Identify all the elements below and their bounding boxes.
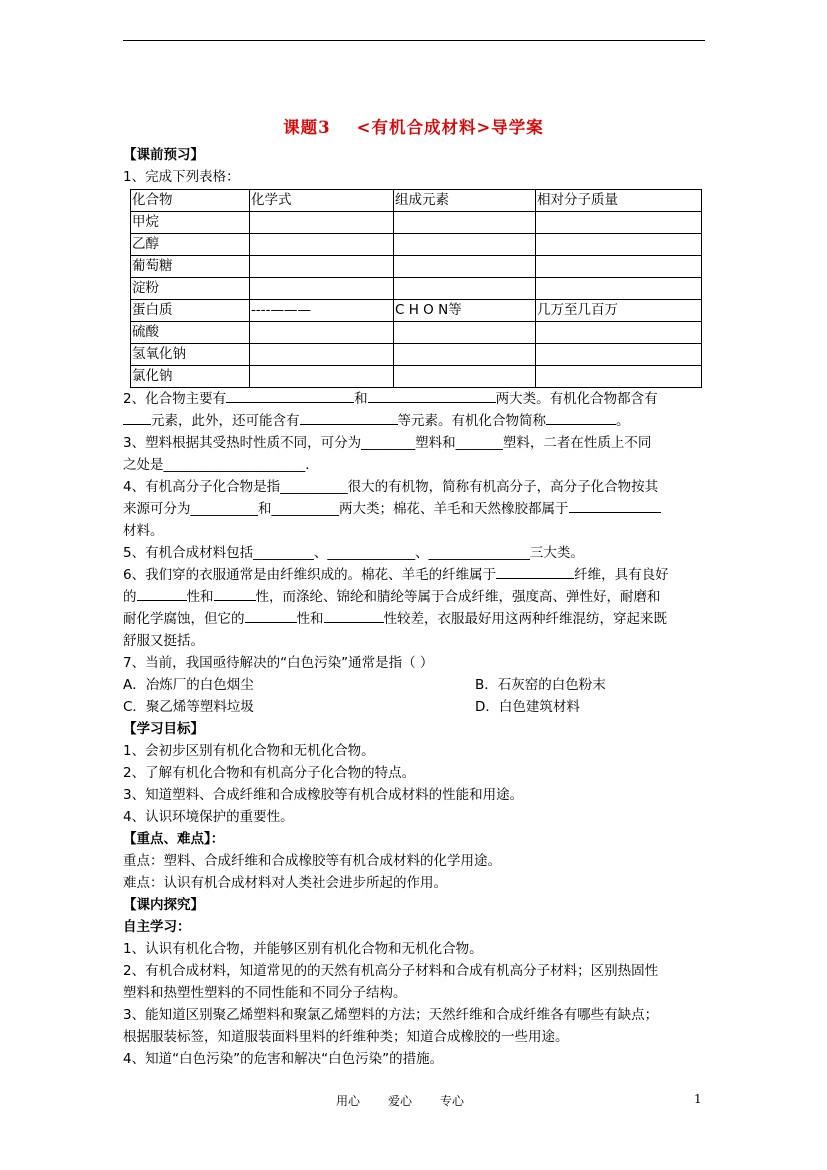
table-cell (250, 256, 394, 278)
question-6-line-4: 舒服又挺括。 (123, 633, 204, 649)
table-row (131, 322, 702, 344)
table-cell (250, 212, 394, 234)
table-cell: 氯化钠 (131, 366, 250, 388)
table-cell: ----——— (250, 300, 394, 322)
table-row (131, 278, 702, 300)
text: 性较差，衣服最好用这两种纤维混纺，穿起来既 (383, 611, 667, 627)
answer-blank[interactable] (300, 410, 398, 425)
answer-blank[interactable] (368, 388, 496, 403)
text: 等元素。有机化合物简称 (397, 413, 546, 429)
page-number: 1 (694, 1092, 702, 1106)
question-2-line-1 (123, 388, 709, 410)
answer-blank[interactable] (137, 586, 187, 601)
footer-word: 专心 (440, 1094, 465, 1108)
header-rule (123, 40, 705, 41)
table-cell (536, 322, 702, 344)
question-6-line-3 (123, 608, 709, 630)
section-explore-heading: 【课内探究】 (123, 897, 204, 913)
answer-blank[interactable] (546, 410, 616, 425)
footer-motto (336, 1092, 492, 1109)
text: 性，而涤纶、锦纶和腈纶等属于合成纤维，强度高、弹性好，耐磨和 (255, 589, 661, 605)
section-goals-heading: 【学习目标】 (123, 721, 204, 737)
table-header-cell: 化学式 (250, 190, 394, 212)
footer-word: 用心 (336, 1094, 361, 1108)
study-item: 4、知道“白色污染”的危害和解决“白色污染”的措施。 (123, 1051, 444, 1067)
table-cell: 葡萄糖 (131, 256, 250, 278)
answer-blank[interactable] (569, 498, 661, 513)
table-cell (394, 256, 536, 278)
table-cell: 氢氧化钠 (131, 344, 250, 366)
self-study-heading: 自主学习： (123, 919, 191, 935)
table-header-cell: 相对分子质量 (536, 190, 702, 212)
difficult-point: 难点：认识有机合成材料对人类社会进步所起的作用。 (123, 875, 447, 891)
table-cell (250, 234, 394, 256)
goal-item: 4、认识环境保护的重要性。 (123, 809, 294, 825)
text: 性和 (296, 611, 324, 627)
goal-item: 3、知道塑料、合成纤维和合成橡胶等有机合成材料的性能和用途。 (123, 787, 524, 803)
table-header-cell: 组成元素 (394, 190, 536, 212)
answer-blank[interactable] (123, 410, 151, 425)
text: 性和 (186, 589, 214, 605)
table-cell: 淀粉 (131, 278, 250, 300)
text: 两大类。有机化合物都含有 (495, 391, 658, 407)
question-6-line-1 (123, 564, 709, 586)
table-cell: C H O N等 (394, 300, 536, 322)
study-item: 2、有机合成材料，知道常见的的天然有机高分子材料和合成有机高分子材料；区别热固性 (123, 963, 659, 979)
option-d[interactable]: D．白色建筑材料 (475, 699, 580, 715)
answer-blank[interactable] (324, 608, 384, 623)
table-cell (536, 212, 702, 234)
key-point: 重点：塑料、合成纤维和合成橡胶等有机合成材料的化学用途。 (123, 853, 501, 869)
text: 来源可分为__________和__________两大类；棉花、羊毛和天然橡胶都属于 (123, 501, 569, 517)
option-b[interactable]: B．石灰窑的白色粉末 (475, 677, 606, 693)
table-cell (536, 234, 702, 256)
compound-table (130, 189, 702, 388)
table-header-row (131, 190, 702, 212)
text: 6、我们穿的衣服通常是由纤维织成的。棉花、羊毛的纤维属于 (123, 567, 497, 583)
table-cell (250, 366, 394, 388)
document-title (0, 114, 827, 138)
question-6-line-2 (123, 586, 709, 608)
table-cell (394, 212, 536, 234)
table-row (131, 234, 702, 256)
table-cell: 乙醇 (131, 234, 250, 256)
table-cell: 甲烷 (131, 212, 250, 234)
text: 2、化合物主要有 (123, 391, 227, 407)
question-3-line-2: 之处是_____________________. (123, 457, 310, 473)
question-7-stem: 7、当前，我国亟待解决的“白色污染”通常是指（ ） (123, 655, 434, 671)
table-cell (394, 322, 536, 344)
text: 纤维，具有良好 (574, 567, 669, 583)
table-cell (536, 366, 702, 388)
question-4-line-3: 材料。 (123, 523, 164, 539)
table-row (131, 366, 702, 388)
question-5: 5、有机合成材料包括_________、_____________、_______________三大类。 (123, 545, 584, 561)
question-4-line-1: 4、有机高分子化合物是指__________很大的有机物，简称有机高分子，高分子化合物按其 (123, 479, 659, 495)
table-row (131, 300, 702, 322)
title-topic: <有机合成材料>导学案 (356, 118, 544, 137)
answer-blank[interactable] (226, 388, 354, 403)
question-7-options-cd (123, 696, 709, 718)
goal-item: 2、了解有机化合物和有机高分子化合物的特点。 (123, 765, 416, 781)
table-header-cell: 化合物 (131, 190, 250, 212)
text: 。 (616, 413, 630, 429)
document-body (123, 144, 709, 1070)
table-cell: 硫酸 (131, 322, 250, 344)
study-item: 3、能知道区别聚乙烯塑料和聚氯乙烯塑料的方法；天然纤维和合成纤维各有哪些有缺点； (123, 1007, 659, 1023)
footer-word: 爱心 (388, 1094, 413, 1108)
table-row (131, 212, 702, 234)
answer-blank[interactable] (214, 586, 256, 601)
text: 的 (123, 589, 137, 605)
question-2-line-2 (123, 410, 709, 432)
question-4-line-2 (123, 498, 709, 520)
study-item-cont: 塑料和热塑性塑料的不同性能和不同分子结构。 (123, 985, 407, 1001)
question-7-options-ab (123, 674, 709, 696)
table-cell (394, 234, 536, 256)
option-a[interactable]: A．冶炼厂的白色烟尘 (123, 677, 254, 693)
table-row (131, 256, 702, 278)
answer-blank[interactable] (245, 608, 297, 623)
text: 和 (354, 391, 368, 407)
table-cell (250, 344, 394, 366)
table-cell (536, 256, 702, 278)
text: 耐化学腐蚀，但它的 (123, 611, 245, 627)
section-preview-heading: 【课前预习】 (123, 147, 204, 163)
goal-item: 1、会初步区别有机化合物和无机化合物。 (123, 743, 375, 759)
option-c[interactable]: C．聚乙烯等塑料垃圾 (123, 699, 254, 715)
table-cell (250, 322, 394, 344)
table-cell (394, 366, 536, 388)
table-cell: 蛋白质 (131, 300, 250, 322)
table-cell: 几万至几百万 (536, 300, 702, 322)
study-item-cont: 根据服装标签，知道服装面料里料的纤维种类；知道合成橡胶的一些用途。 (123, 1029, 569, 1045)
table-cell (536, 278, 702, 300)
table-cell (250, 278, 394, 300)
table-cell (536, 344, 702, 366)
answer-blank[interactable] (496, 564, 574, 579)
study-item: 1、认识有机化合物，并能够区别有机化合物和无机化合物。 (123, 941, 483, 957)
question-1-intro: 1、完成下列表格： (123, 169, 240, 185)
table-cell (394, 278, 536, 300)
table-cell (394, 344, 536, 366)
text: 元素，此外，还可能含有 (151, 413, 300, 429)
table-row (131, 344, 702, 366)
title-lesson: 课题3 (283, 118, 331, 137)
section-key-heading: 【重点、难点】： (123, 831, 225, 847)
question-3-line-1: 3、塑料根据其受热时性质不同，可分为________塑料和_______塑料，二者在性质上不同 (123, 435, 652, 451)
